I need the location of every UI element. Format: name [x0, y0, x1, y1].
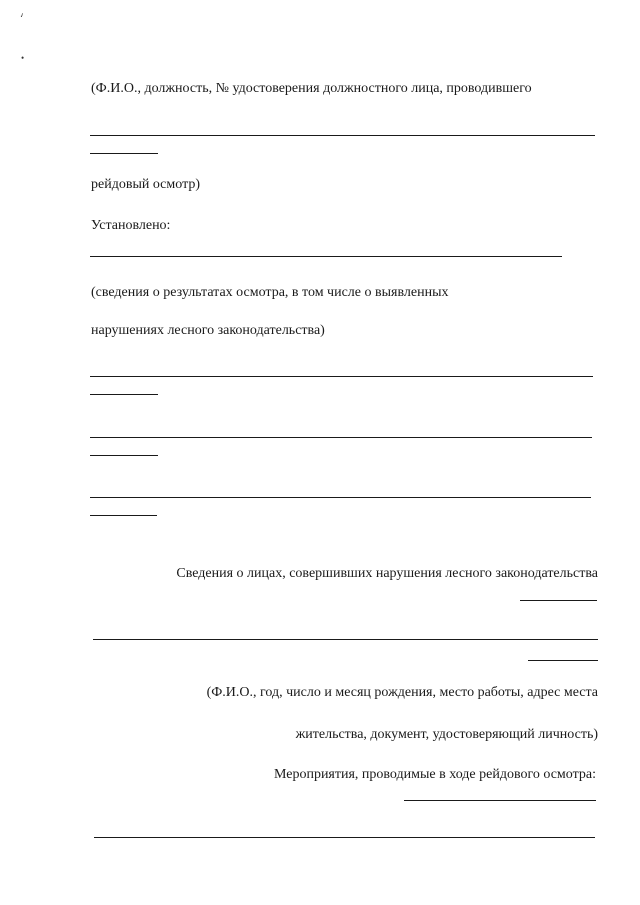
- measures-heading: Мероприятия, проводимые в ходе рейдового осмотра:: [273, 767, 596, 782]
- margin-mark-dot: •: [21, 53, 25, 63]
- inspector-caption-start: (Ф.И.О., должность, № удостоверения должностного лица, проводившего: [91, 81, 532, 96]
- inspector-name-line[interactable]: [90, 135, 595, 136]
- measures-line[interactable]: [94, 837, 595, 838]
- margin-mark-top: ٰ‘: [20, 13, 23, 23]
- established-line[interactable]: [90, 256, 562, 257]
- results-line-1-short[interactable]: [90, 394, 158, 395]
- inspector-caption-end: рейдовый осмотр): [91, 177, 201, 192]
- established-caption-line2: нарушениях лесного законодательства): [91, 323, 325, 338]
- results-line-3[interactable]: [90, 497, 591, 498]
- established-label: Установлено:: [91, 218, 171, 233]
- violators-heading: Сведения о лицах, совершивших нарушения лесного законодательства: [176, 566, 598, 581]
- inspector-name-line-short[interactable]: [90, 153, 158, 154]
- violators-caption-line1: (Ф.И.О., год, число и месяц рождения, место работы, адрес места: [206, 685, 598, 700]
- results-line-3-short[interactable]: [90, 515, 157, 516]
- results-line-1[interactable]: [90, 376, 593, 377]
- measures-line-short[interactable]: [404, 800, 596, 801]
- violators-line-short-top[interactable]: [520, 600, 597, 601]
- violators-line-short-bottom[interactable]: [528, 660, 598, 661]
- violators-line[interactable]: [93, 639, 598, 640]
- established-caption-line1: (сведения о результатах осмотра, в том числе о выявленных: [91, 285, 449, 300]
- results-line-2-short[interactable]: [90, 455, 158, 456]
- results-line-2[interactable]: [90, 437, 592, 438]
- violators-caption-line2: жительства, документ, удостоверяющий личность): [295, 727, 598, 742]
